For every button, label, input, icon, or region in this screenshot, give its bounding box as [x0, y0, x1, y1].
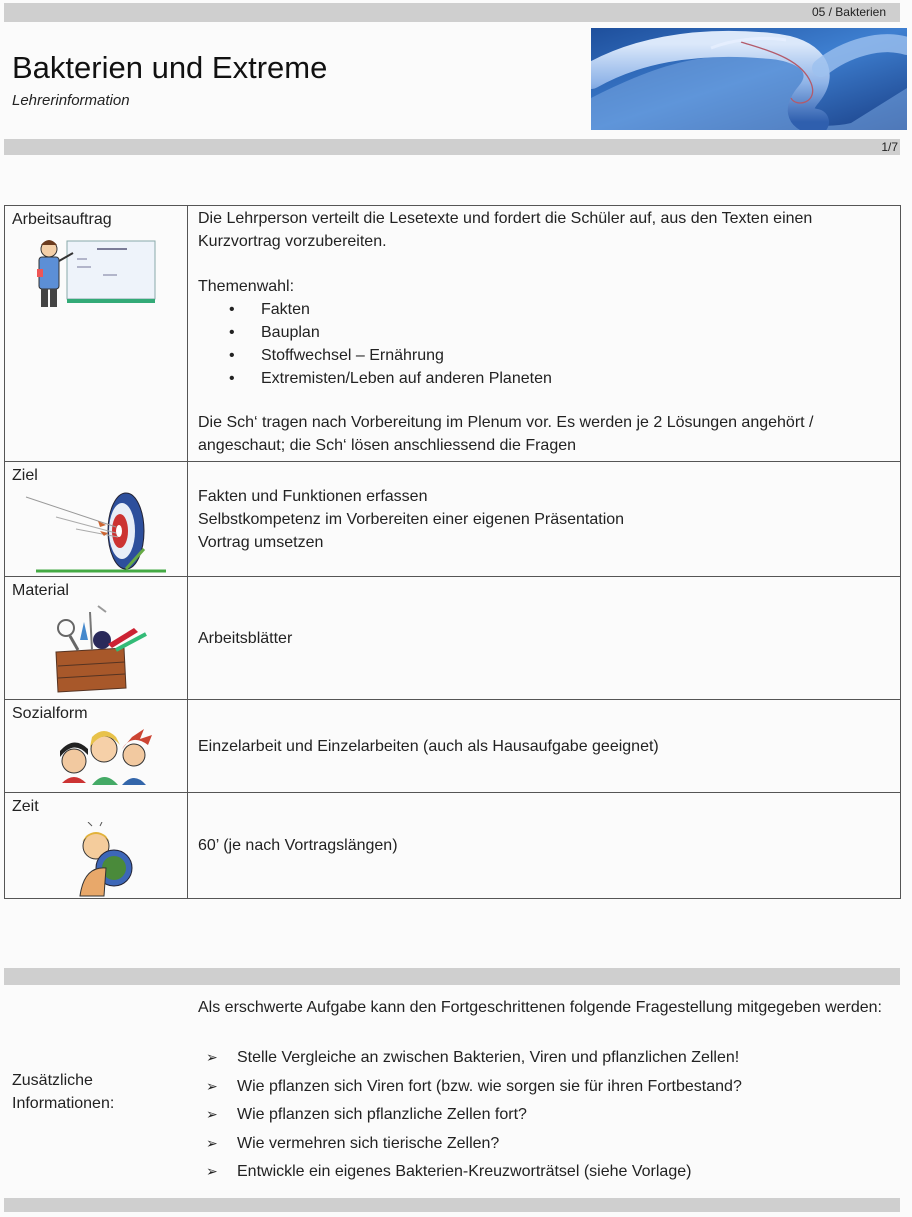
arrow-bullet-icon: ➢ [206, 1163, 218, 1179]
list-item: ➢ Stelle Vergleiche an zwischen Bakterien, Viren und pflanzlichen Zellen! [198, 1046, 742, 1075]
ziel-line: Fakten und Funktionen erfassen [198, 487, 428, 505]
page-title: Bakterien und Extreme [12, 50, 328, 85]
teacher-at-board-icon [27, 235, 157, 315]
list-item: ➢ Wie pflanzen sich Viren fort (bzw. wie sorgen sie für ihren Fortbestand? [198, 1075, 742, 1104]
page-number: 1/7 [881, 140, 898, 154]
header-divider [4, 139, 900, 155]
row-zeit [5, 793, 901, 899]
extra-task-list [198, 1046, 742, 1189]
toolbox-icon [50, 604, 160, 694]
arrow-bullet-icon: ➢ [206, 1049, 218, 1065]
section-divider [4, 968, 900, 985]
target-with-arrows-icon [16, 489, 166, 575]
header-bar [4, 3, 900, 22]
row-ziel [5, 462, 901, 577]
person-with-clock-icon [70, 822, 140, 898]
label-material: Material [12, 582, 69, 599]
label-zeit: Zeit [12, 798, 39, 815]
themen-list [198, 298, 892, 390]
page-subtitle: Lehrerinformation [12, 92, 130, 109]
list-item: • Fakten [198, 298, 892, 321]
list-item: ➢ Wie vermehren sich tierische Zellen? [198, 1132, 742, 1161]
group-of-people-icon [48, 725, 158, 787]
bacteria-microscope-image [591, 28, 907, 130]
list-item: • Stoffwechsel – Ernährung [198, 344, 892, 367]
ziel-line: Selbstkompetenz im Vorbereiten einer eigenen Präsentation [198, 510, 625, 528]
material-text: Arbeitsblätter [198, 629, 293, 647]
themenwahl-heading: Themenwahl: [198, 278, 295, 295]
label-sozialform: Sozialform [12, 705, 88, 722]
row-arbeitsauftrag [5, 206, 901, 462]
list-item: • Bauplan [198, 321, 892, 344]
ziel-line: Vortrag umsetzen [198, 533, 324, 551]
extra-label: Zusätzliche Informationen: [12, 1072, 115, 1112]
list-item: ➢ Wie pflanzen sich pflanzliche Zellen fort? [198, 1103, 742, 1132]
arrow-bullet-icon: ➢ [206, 1077, 218, 1094]
label-ziel: Ziel [12, 467, 38, 484]
lesson-info-table [4, 205, 901, 899]
label-arbeitsauftrag: Arbeitsauftrag [12, 211, 112, 228]
footer-bar [4, 1198, 900, 1212]
arrow-bullet-icon: ➢ [206, 1134, 218, 1151]
section-label: 05 / Bakterien [811, 5, 886, 19]
row-material [5, 577, 901, 700]
zeit-text: 60’ (je nach Vortragslängen) [198, 837, 398, 854]
extra-intro: Als erschwerte Aufgabe kann den Fortgeschrittenen folgende Fragestellung mitgegeben werden: [198, 999, 882, 1016]
list-item: ➢ Entwickle ein eigenes Bakterien-Kreuzworträtsel (siehe Vorlage) [198, 1160, 742, 1189]
arrow-bullet-icon: ➢ [206, 1106, 218, 1122]
arbeitsauftrag-outro: Die Sch‘ tragen nach Vorbereitung im Plenum vor. Es werden je 2 Lösungen angehört / angeschaut; die Sch‘ lösen anschliessend die Fragen [198, 414, 814, 454]
arbeitsauftrag-intro: Die Lehrperson verteilt die Lesetexte und fordert die Schüler auf, aus den Texten einen Kurzvortrag vorzubereiten. [198, 210, 813, 250]
sozialform-text: Einzelarbeit und Einzelarbeiten (auch als Hausaufgabe geeignet) [198, 737, 659, 755]
list-item: • Extremisten/Leben auf anderen Planeten [198, 367, 892, 390]
row-sozialform [5, 700, 901, 793]
